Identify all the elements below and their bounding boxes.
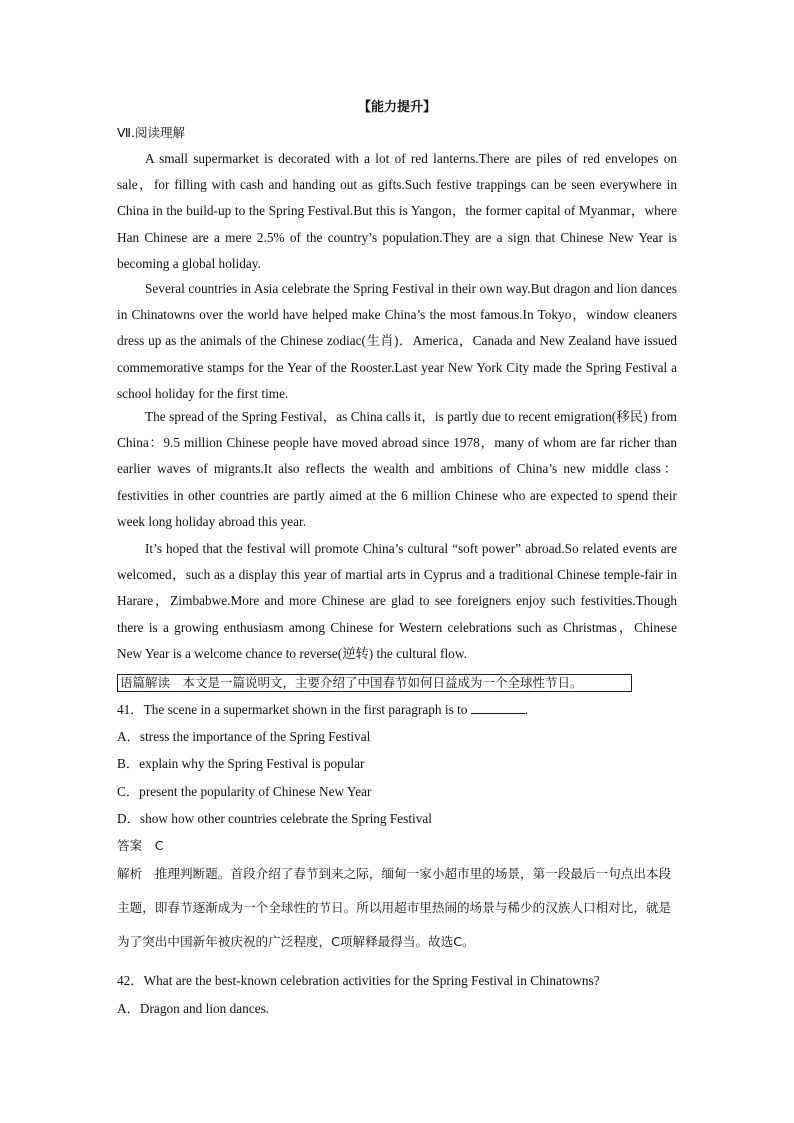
answer-blank [471, 701, 525, 714]
passage-paragraph-1: A small supermarket is decorated with a lot of red lanterns.There are piles of red envelopes on sale，for filling with cash and handing out as gifts.Such festive trappings can be seen everywhere in China in the build-up to the Spring Festival.But this is Yangon，the former capital of Myanmar，where Han Chinese are a mere 2.5% of the country’s population.They are a sign that Chinese New Year is becoming a global holiday. [117, 151, 677, 271]
answer-41: 答案 C [117, 838, 164, 853]
question-42-stem: 42．What are the best-known celebration activities for the Spring Festival in Chinatowns? [117, 973, 600, 988]
passage-paragraph-3: The spread of the Spring Festival，as China calls it，is partly due to recent emigration(移民) from China：9.5 million Chinese people have moved abroad since 1978，many of whom are far richer than earlier waves of migrants.It also reflects the wealth and ambitions of China’s new middle class：festivities in other countries are partly aimed at the 6 million Chinese who are expected to spend their week long holiday abroad this year. [117, 409, 677, 529]
analysis-41: 解析 推理判断题。首段介绍了春节到来之际，缅甸一家小超市里的场景，第一段最后一句点出本段主题，即春节逐渐成为一个全球性的节日。所以用超市里热闹的场景与稀少的汉族人口相对比，就是为了突出中国新年被庆祝的广泛程度，C项解释最得当。故选C。 [117, 866, 672, 949]
option-41-c: C．present the popularity of Chinese New Year [117, 784, 372, 799]
page-heading: 【能力提升】 [357, 100, 436, 115]
option-41-b: B．explain why the Spring Festival is popular [117, 756, 365, 771]
passage-paragraph-2: Several countries in Asia celebrate the Spring Festival in their own way.But dragon and lion dances in Chinatowns over the world have helped make China’s the most famous.In Tokyo，window cleaners dress up as the animals of the Chinese zodiac(生肖)．America，Canada and New Zealand have issued commemorative stamps for the Year of the Rooster.Last year New York City made the Spring Festival a school holiday for the first time. [117, 281, 677, 401]
option-41-a: A．stress the importance of the Spring Festival [117, 729, 371, 744]
question-41-period: . [524, 702, 529, 717]
option-41-d: D．show how other countries celebrate the Spring Festival [117, 811, 432, 826]
passage-paragraph-4: It’s hoped that the festival will promote China’s cultural “soft power” abroad.So related events are welcomed，such as a display this year of martial arts in Cyprus and a traditional Chinese temple-fair in Harare，Zimbabwe.More and more Chinese are glad to see foreigners enjoy such festivities.Though there is a growing enthusiasm among Chinese for Western celebrations such as Christmas，Chinese New Year is a welcome chance to reverse(逆转) the cultural flow. [117, 541, 677, 661]
question-41-stem [117, 699, 528, 718]
passage-summary-box: 语篇解读 本文是一篇说明文，主要介绍了中国春节如何日益成为一个全球性节日。 [117, 674, 632, 692]
option-42-a: A．Dragon and lion dances. [117, 1001, 270, 1016]
question-41-text: 41．The scene in a supermarket shown in the first paragraph is to [117, 702, 468, 717]
section-title: Ⅶ.阅读理解 [117, 125, 185, 140]
